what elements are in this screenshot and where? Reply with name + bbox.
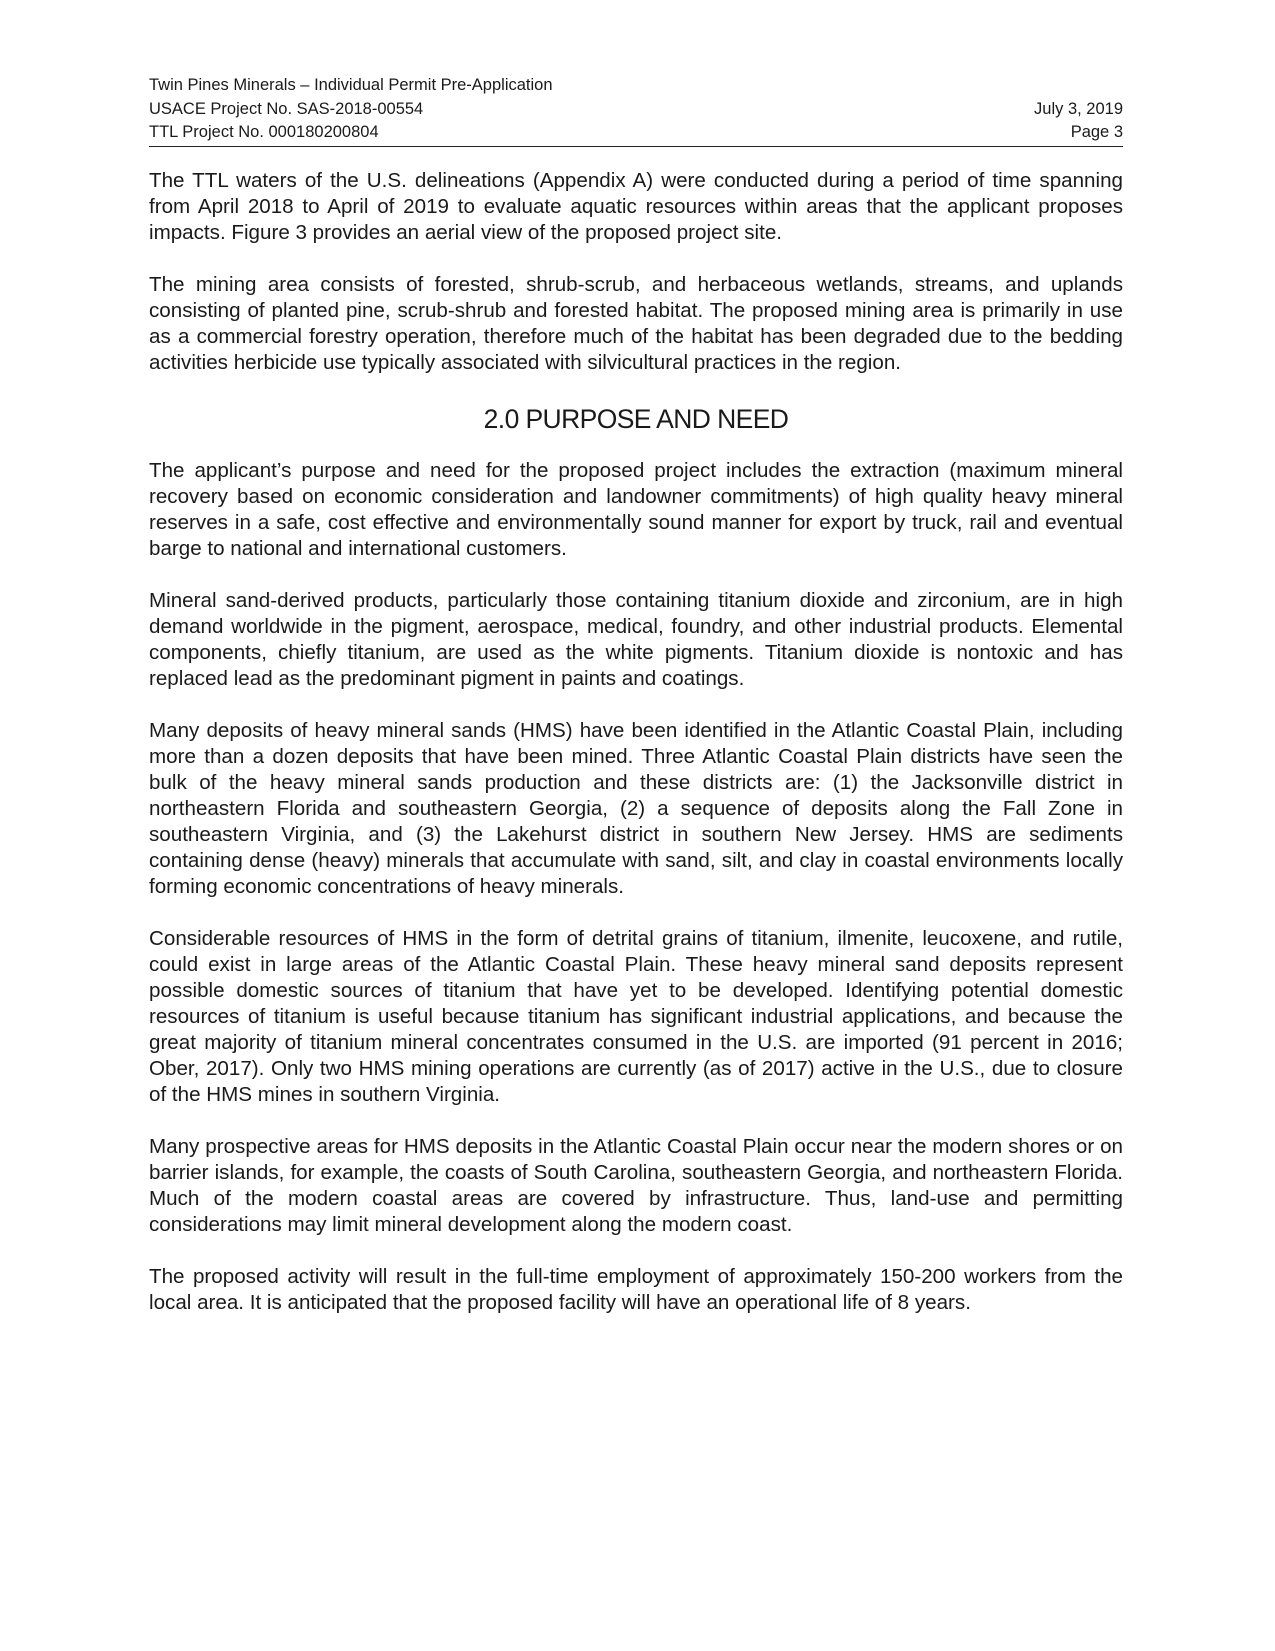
- paragraph: Mineral sand-derived products, particularly those containing titanium dioxide and zirconium, are in high demand worldwide in the pigment, aerospace, medical, foundry, and other industrial products. Elemental components, chiefly titanium, are used as the white pigments. Titanium dioxide is nontoxic and has replaced lead as the predominant pigment in paints and coatings.: [149, 589, 1123, 690]
- header-row-2: [149, 98, 1123, 122]
- page-number: Page 3: [1070, 123, 1123, 141]
- usace-project-number: USACE Project No. SAS-2018-00554: [149, 99, 424, 118]
- page-header: [149, 74, 1123, 147]
- paragraph: The proposed activity will result in the full-time employment of approximately 150-200 workers from the local area. It is anticipated that the proposed facility will have an operational life of 8 years.: [149, 1265, 1123, 1314]
- paragraph: The mining area consists of forested, shrub-scrub, and herbaceous wetlands, streams, and uplands consisting of planted pine, scrub-shrub and forested habitat. The proposed mining area is primarily in use as a commercial forestry operation, therefore much of the habitat has been degraded due to the bedding activities herbicide use typically associated with silvicultural practices in the region.: [149, 273, 1123, 374]
- document-title: Twin Pines Minerals – Individual Permit Pre-Application: [149, 76, 553, 94]
- paragraph: Many deposits of heavy mineral sands (HMS) have been identified in the Atlantic Coastal Plain, including more than a dozen deposits that have been mined. Three Atlantic Coastal Plain districts have seen the bulk of the heavy mineral sands production and these districts are: (1) the Jacksonville district in northeastern Florida and southeastern Georgia, (2) a sequence of deposits along the Fall Zone in southeastern Virginia, and (3) the Lakehurst district in southern New Jersey. HMS are sediments containing dense (heavy) minerals that accumulate with sand, silt, and clay in coastal environments locally forming economic concentrations of heavy minerals.: [149, 719, 1123, 898]
- header-row-1: [149, 74, 1123, 98]
- paragraph: The TTL waters of the U.S. delineations (Appendix A) were conducted during a period of time spanning from April 2018 to April of 2019 to evaluate aquatic resources within areas that the applicant proposes impacts. Figure 3 provides an aerial view of the proposed project site.: [149, 169, 1123, 244]
- paragraph: Considerable resources of HMS in the form of detrital grains of titanium, ilmenite, leucoxene, and rutile, could exist in large areas of the Atlantic Coastal Plain. These heavy mineral sand deposits represent possible domestic sources of titanium that have yet to be developed. Identifying potential domestic resources of titanium is useful because titanium has significant industrial applications, and because the great majority of titanium mineral concentrates consumed in the U.S. are imported (91 percent in 2016; Ober, 2017). Only two HMS mining operations are currently (as of 2017) active in the U.S., due to closure of the HMS mines in southern Virginia.: [149, 927, 1123, 1106]
- section-heading: 2.0 PURPOSE AND NEED: [483, 404, 789, 434]
- paragraph: The applicant’s purpose and need for the proposed project includes the extraction (maximum mineral recovery based on economic consideration and landowner commitments) of high quality heavy mineral reserves in a safe, cost effective and environmentally sound manner for export by truck, rail and eventual barge to national and international customers.: [149, 459, 1123, 560]
- document-date: July 3, 2019: [1034, 99, 1123, 118]
- header-row-3: [149, 121, 1123, 145]
- ttl-project-number: TTL Project No. 000180200804: [149, 123, 379, 141]
- page-body: [149, 168, 1123, 1342]
- paragraph: Many prospective areas for HMS deposits in the Atlantic Coastal Plain occur near the modern shores or on barrier islands, for example, the coasts of South Carolina, southeastern Georgia, and northeastern Florida. Much of the modern coastal areas are covered by infrastructure. Thus, land-use and permitting considerations may limit mineral development along the modern coast.: [149, 1135, 1123, 1236]
